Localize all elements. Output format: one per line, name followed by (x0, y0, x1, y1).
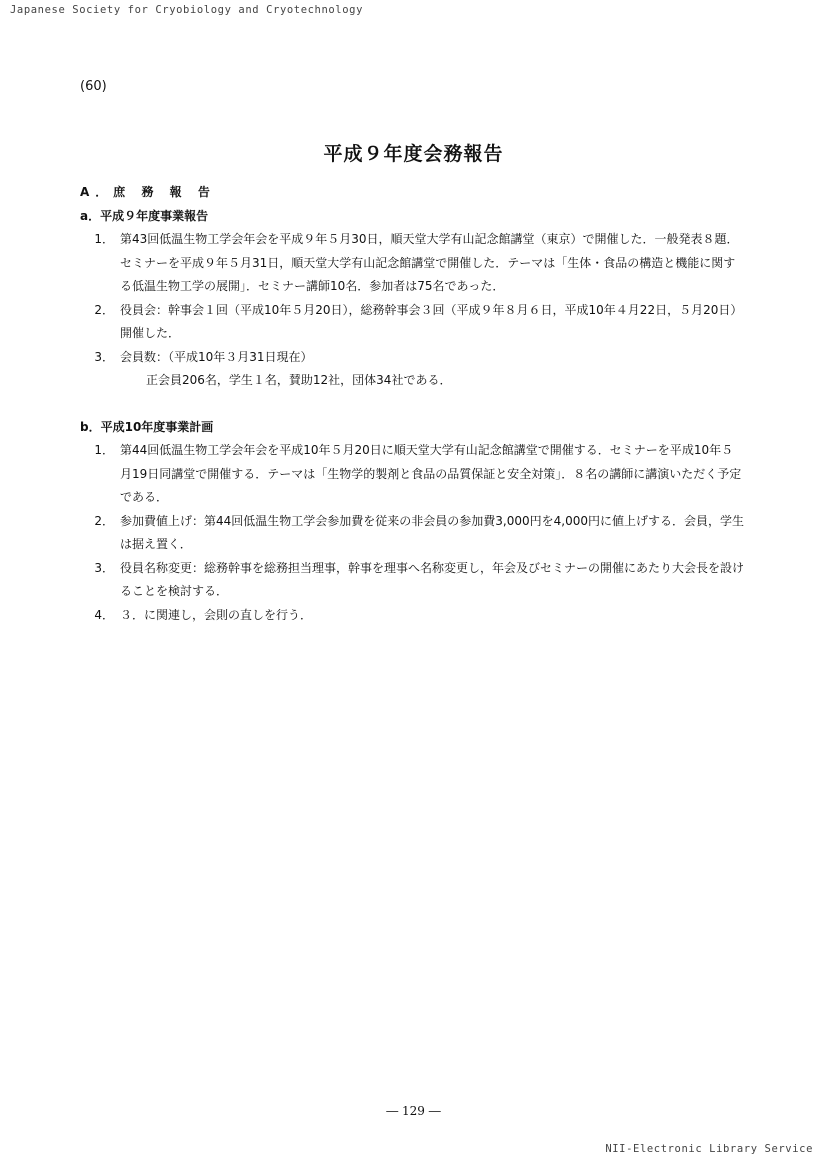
list-item (80, 346, 745, 370)
list-item (80, 604, 745, 628)
member-count-line: 正会員206名，学生１名，賛助12社，団体34社である． (146, 373, 452, 387)
library-footer: NII-Electronic Library Service (605, 1143, 813, 1155)
list-item-number: 2． (94, 513, 114, 528)
section-a-heading: A．庶 務 報 告 (80, 185, 216, 199)
list-item-text: 役員名称変更：総務幹事を総務担当理事，幹事を理事へ名称変更し，年会及びセミナーの開催にあたり大会長を設けることを検討する． (120, 560, 745, 598)
list-item-number: 2． (94, 302, 114, 317)
list-item (80, 299, 745, 346)
page-number: ― 129 ― (386, 1104, 441, 1118)
list-item (80, 228, 745, 299)
list-item-text: 会員数：（平成10年３月31日現在） (120, 349, 313, 364)
list-item (80, 510, 745, 557)
list-item-number: 3． (94, 349, 114, 364)
list-item (80, 557, 745, 604)
document-title: 平成９年度会務報告 (323, 143, 504, 165)
list-item-text: 役員会：幹事会１回（平成10年５月20日），総務幹事会３回（平成９年８月６日，平成10年４月22日，５月20日）開催した． (120, 302, 743, 340)
list-item-number: 1． (94, 232, 114, 246)
volume-number: (60) (80, 79, 107, 94)
list-item-number: 4． (94, 607, 114, 622)
list-item-text: 第44回低温生物工学会年会を平成10年５月20日に順天堂大学有山記念館講堂で開催する．セミナーを平成10年５月19日同講堂で開催する．テーマは「生物学的製剤と食品の品質保証と安全対策」．８名の講師に講演いただく予定である． (120, 443, 742, 504)
list-item-text: ３．に関連し，会則の直しを行う． (120, 607, 313, 622)
journal-header: Japanese Society for Cryobiology and Cryotechnology (10, 4, 363, 16)
section-a-sub-b-heading: b．平成10年度事業計画 (80, 419, 214, 434)
report-body (80, 181, 745, 627)
list-item-text: 参加費値上げ：第44回低温生物工学会参加費を従来の非会員の参加費3,000円を4,000円に値上げする．会員，学生は据え置く． (120, 513, 744, 551)
section-a-sub-a-heading: a．平成９年度事業報告 (80, 208, 209, 223)
list-item-number: 1． (94, 443, 114, 457)
list-item-number: 3． (94, 560, 114, 575)
list-item-text: 第43回低温生物工学会年会を平成９年５月30日，順天堂大学有山記念館講堂（東京）で開催した．一般発表８題．セミナーを平成９年５月31日，順天堂大学有山記念館講堂で開催した．テーマは「生体・食品の構造と機能に関する低温生物工学の展開」．セミナー講師10名．参加者は75名であった． (120, 232, 739, 293)
list-item (80, 439, 745, 510)
